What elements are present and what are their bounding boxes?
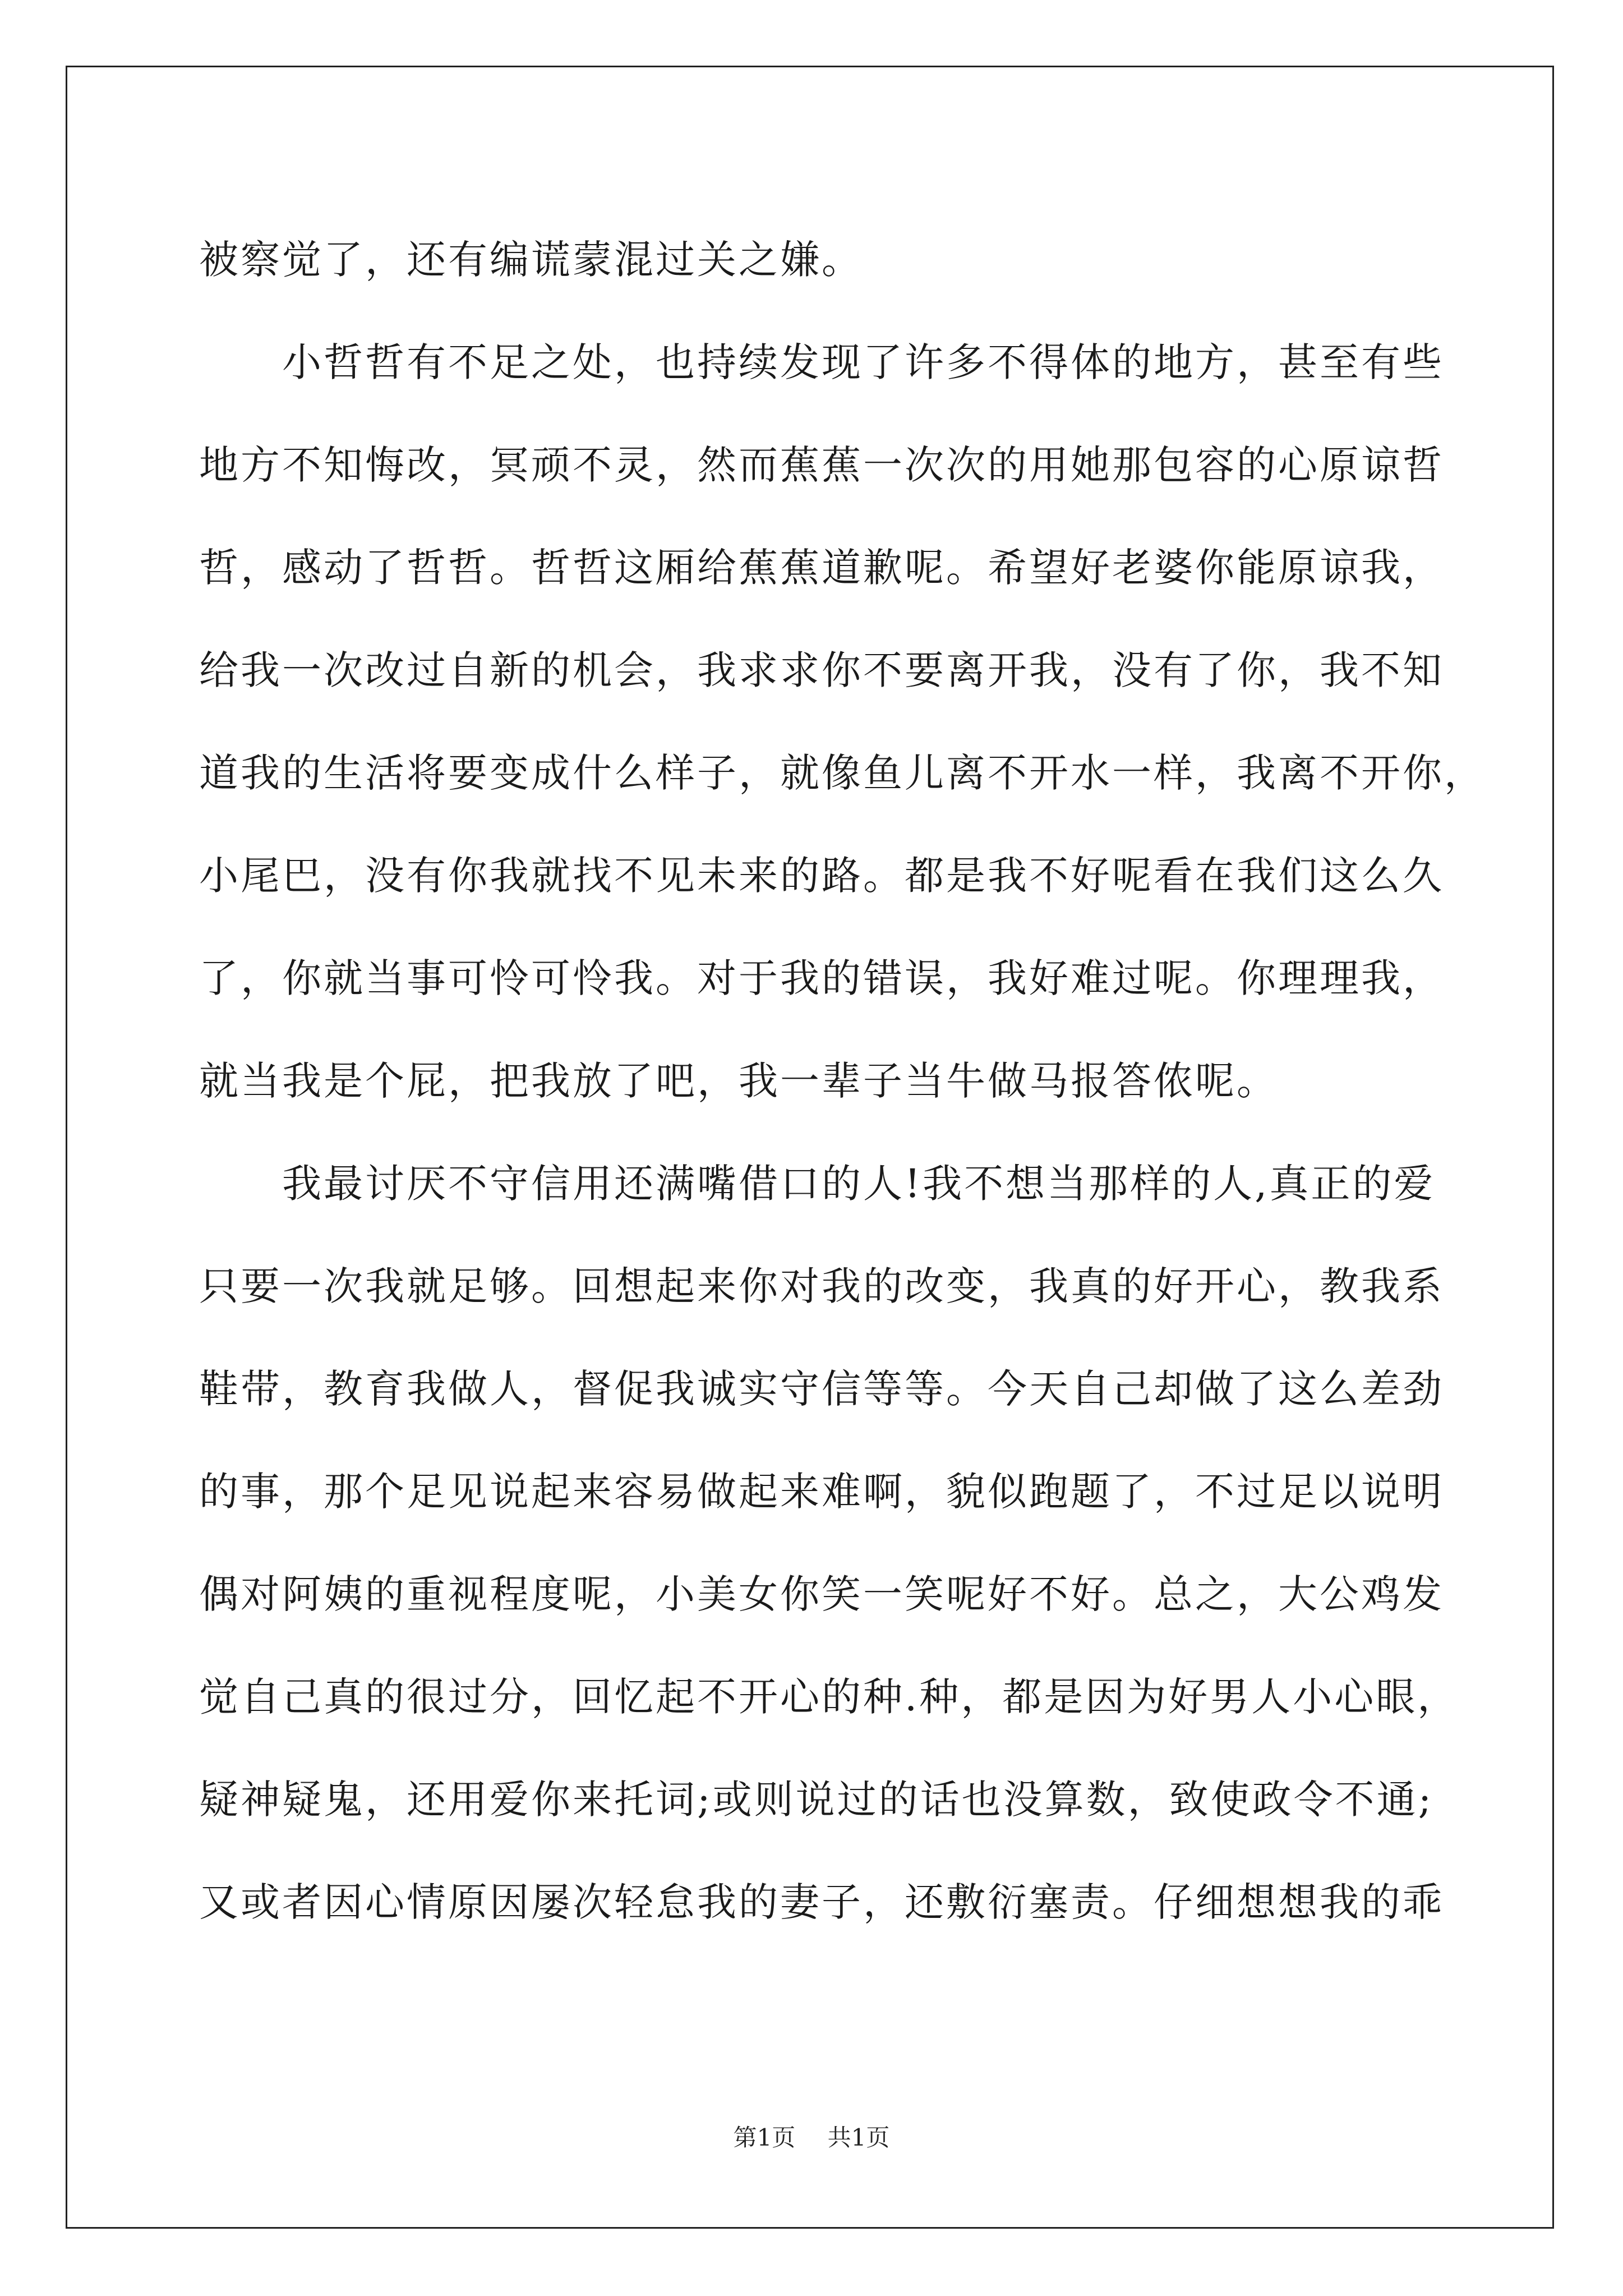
text-line: 给我一次改过自新的机会，我求求你不要离开我，没有了你，我不知 (199, 647, 1444, 693)
text-line: 哲，感动了哲哲。哲哲这厢给蕉蕉道歉呢。希望好老婆你能原谅我， (199, 545, 1444, 591)
text-line: 了，你就当事可怜可怜我。对于我的错误，我好难过呢。你理理我， (199, 955, 1444, 1001)
text-line: 小尾巴，没有你我就找不见未来的路。都是我不好呢看在我们这么久 (199, 853, 1444, 899)
page-number: 第1页 (733, 2124, 796, 2151)
text-line: 我最讨厌不守信用还满嘴借口的人!我不想当那样的人,真正的爱 (199, 1161, 1436, 1207)
text-line: 觉自己真的很过分，回忆起不开心的种.种，都是因为好男人小心眼， (199, 1674, 1459, 1720)
text-line: 道我的生活将要变成什么样子，就像鱼儿离不开水一样，我离不开你， (199, 750, 1486, 796)
text-line: 的事，那个足见说起来容易做起来难啊，貌似跑题了，不过足以说明 (199, 1469, 1444, 1515)
text-line: 被察觉了，还有编谎蒙混过关之嫌。 (199, 237, 863, 283)
page-total: 共1页 (827, 2124, 890, 2151)
text-line: 小哲哲有不足之处，也持续发现了许多不得体的地方，甚至有些 (199, 339, 1444, 385)
text-line: 地方不知悔改，冥顽不灵，然而蕉蕉一次次的用她那包容的心原谅哲 (199, 442, 1444, 488)
text-line: 就当我是个屁，把我放了吧，我一辈子当牛做马报答侬呢。 (199, 1058, 1278, 1104)
text-line: 鞋带，教育我做人，督促我诚实守信等等。今天自己却做了这么差劲 (199, 1366, 1444, 1412)
page-footer (0, 2119, 1623, 2153)
text-line: 只要一次我就足够。回想起来你对我的改变，我真的好开心，教我系 (199, 1263, 1444, 1309)
text-line: 疑神疑鬼，还用爱你来托词;或则说过的话也没算数，致使政令不通; (199, 1777, 1434, 1823)
document-body (199, 209, 1486, 1954)
text-line: 又或者因心情原因屡次轻怠我的妻子，还敷衍塞责。仔细想想我的乖 (199, 1879, 1444, 1925)
text-line: 偶对阿姨的重视程度呢，小美女你笑一笑呢好不好。总之，大公鸡发 (199, 1571, 1444, 1617)
